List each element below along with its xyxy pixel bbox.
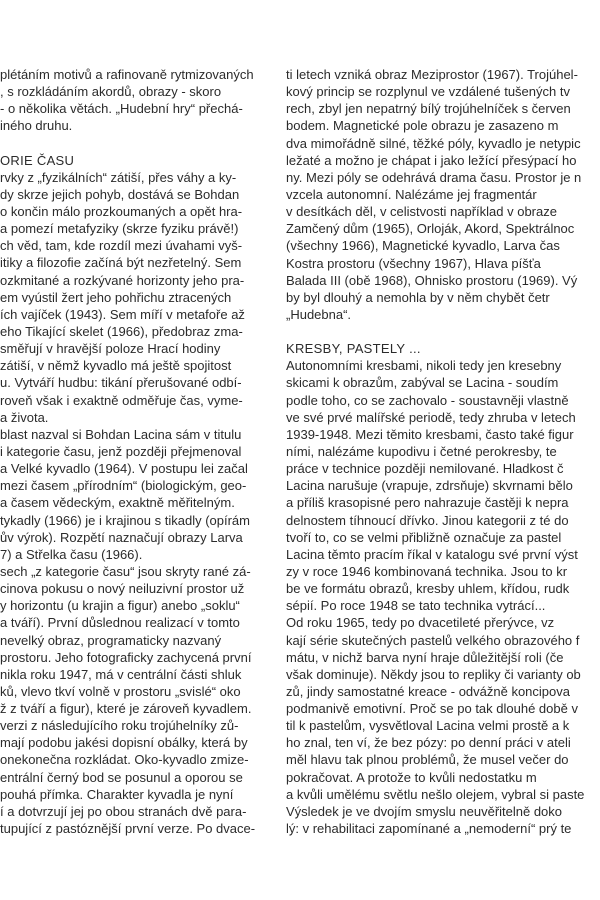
text-line: verzi z následujícího roku trojúhelníky zů- xyxy=(0,718,239,734)
text-line: směřují v hravější poloze Hrací hodiny xyxy=(0,341,221,357)
text-line: ti letech vzniká obraz Meziprostor (1967). Trojúhel- xyxy=(286,67,578,82)
section-heading: ORIE ČASU xyxy=(0,152,75,168)
text-line: entrální černý bod se posunul a oporou se xyxy=(0,769,243,785)
text-line: tykadly (1966) je i krajinou s tikadly (opírám xyxy=(0,512,250,528)
text-line: 1939-1948. Mezi těmito kresbami, často také figur xyxy=(286,426,574,442)
text-line: bodem. Magnetické pole obrazu je zasazeno m xyxy=(286,118,559,134)
text-line: zátiší, v němž kyvadlo má ještě spojitost xyxy=(0,358,232,374)
text-line: mají podobu jakési dopisní obálky, která by xyxy=(0,735,248,751)
text-line: měl hlavu tak plnou problémů, že musel večer do xyxy=(286,752,569,768)
text-line: í a dotvrzují jej po obou stranách dvě para- xyxy=(0,803,247,819)
text-line: i kategorie času, jenž později přejmenoval xyxy=(0,443,242,459)
text-line: dva mimořádně silné, těžké póly, kyvadlo je netypic xyxy=(286,135,581,151)
text-line: a Velké kyvadlo (1964). V postupu lei začal xyxy=(0,461,248,477)
text-line: pouhá přímka. Charakter kyvadla je nyní xyxy=(0,786,234,802)
text-line: ž z tváří a figur), které je zároveň kyvadlem. xyxy=(0,701,252,717)
text-line: ch věd, tam, kde rozdíl mezi úvahami vyš- xyxy=(0,238,243,254)
text-line: a života. xyxy=(0,409,49,425)
text-line: roveň však i exaktně odměřuje čas, vyme- xyxy=(0,392,243,408)
text-line: pokračovat. A protože to kvůli nedostatku m xyxy=(286,769,537,785)
text-line: eho Tikající skelet (1966), předobraz zma- xyxy=(0,323,243,339)
text-line: ozkmitané a rozkývané horizonty jeho pra- xyxy=(0,272,245,288)
text-line: 7) a Střelka času (1966). xyxy=(0,546,143,562)
text-line: sépií. Po roce 1948 se tato technika vytrácí... xyxy=(286,598,546,614)
text-line: ležaté a možno je chápat i jako ležící přesýpací ho xyxy=(286,152,577,168)
text-line: (všechny 1966), Magnetické kyvadlo, Larva čas xyxy=(286,238,560,254)
text-line: Od roku 1965, tedy po dvacetileté přerývce, vz xyxy=(286,615,555,631)
text-line: kový princip se rozplynul ve vzdálené tušených tv xyxy=(286,84,570,100)
text-line: tvoří to, co se velmi přibližně označuje za pastel xyxy=(286,529,562,545)
text-line: Lacina těmto pracím říkal v katalogu své první výst xyxy=(286,546,578,562)
left-text-column xyxy=(0,66,266,837)
text-line: mezi časem „přírodním“ (biologickým, geo- xyxy=(0,478,247,494)
text-line: Zamčený dům (1965), Orloják, Akord, Spektrálnoc xyxy=(286,221,575,237)
text-line: a kvůli umělému světlu nešlo olejem, vybral si paste xyxy=(286,786,585,802)
text-line: a pomezí metafyziky (skrze fyziku právě!) xyxy=(0,221,239,237)
text-line: be ve formátu obrazů, kresby uhlem, křídou, rudk xyxy=(286,581,570,597)
section-heading: KRESBY, PASTELY ... xyxy=(286,341,421,357)
text-line: u. Vytváří hudbu: tikání přerušované odbí- xyxy=(0,375,242,391)
text-line: Lacina narušuje (vrapuje, zdrsňuje) skvrnami bělo xyxy=(286,478,573,494)
text-line: nevelký obraz, programaticky nazvaný xyxy=(0,632,222,648)
text-line: rech, zbyl jen nepatrný bílý trojúhelníček s červen xyxy=(286,101,571,117)
text-line: zů, jindy samostatné kreace - odvážně koncipova xyxy=(286,683,570,699)
text-line: blast nazval si Bohdan Lacina sám v titulu xyxy=(0,426,242,442)
text-line: cinova pokusu o nový neiluzivní prostor už xyxy=(0,581,245,597)
text-line: skicami k obrazům, zabýval se Lacina - soudím xyxy=(286,375,559,391)
text-line: tupující z pastóznější první verze. Po dvace- xyxy=(0,821,256,837)
text-line: vzcela autonomní. Nalézáme jej fragmentár xyxy=(286,186,537,202)
text-line: prostoru. Jeho fotograficky zachycená první xyxy=(0,649,252,665)
text-line: a příliš krasopisné pero nahrazuje častěji k nepra xyxy=(286,495,569,511)
text-line: itiky a filozofie začíná být nezřetelný. Sem xyxy=(0,255,242,271)
text-line: lý: v rehabilitaci zapomínané a „nemoderní“ prý te xyxy=(286,821,572,837)
text-line: však dominuje). Někdy jsou to repliky či varianty ob xyxy=(286,666,581,682)
text-line: a tváří). První důslednou realizací v tomto xyxy=(0,615,240,631)
text-line: iného druhu. xyxy=(0,118,73,134)
text-line: ve své prvé malířské periodě, tedy zhruba v letech xyxy=(286,409,576,425)
text-line: Balada III (obě 1968), Ohnisko prostoru (1969). Vý xyxy=(286,272,578,288)
text-line: a časem vědeckým, exaktně měřitelným. xyxy=(0,495,235,511)
text-line: - o několika větách. „Hudební hry“ přechá- xyxy=(0,101,243,117)
text-line: podle toho, co se zachovalo - soustavněji vlastně xyxy=(286,392,569,408)
text-line: Autonomními kresbami, nikoli tedy jen kresebny xyxy=(286,358,562,374)
text-line: ními, nalézáme kupodivu i četné perokresby, te xyxy=(286,443,557,459)
text-line: em vyústil žert jeho pohřichu ztracených xyxy=(0,289,232,305)
right-text-column xyxy=(286,66,600,837)
text-line: by byl dlouhý a nemohla by v něm chybět četr xyxy=(286,289,550,305)
text-line: ků, vlevo tkví volně v prostoru „svislé“ oko xyxy=(0,683,241,699)
text-line: onekonečna rozkládat. Oko-kyvadlo zmize- xyxy=(0,752,249,768)
text-line: „Hudebna“. xyxy=(286,306,352,322)
text-line: práce v technice později nemilované. Hladkost č xyxy=(286,461,564,477)
text-line: zy v roce 1946 kombinovaná technika. Jsou to kr xyxy=(286,563,568,579)
text-line: plétáním motivů a rafinovaně rytmizovaných xyxy=(0,67,254,82)
text-line: rvky z „fyzikálních“ zátiší, přes váhy a ky- xyxy=(0,169,237,185)
text-line: kají série skutečných pastelů velkého obrazového f xyxy=(286,632,580,648)
text-line: ny. Mezi póly se odehrává drama času. Prostor je n xyxy=(286,169,582,185)
text-line: o končin málo prozkoumaných a opět hra- xyxy=(0,203,243,219)
text-line: Kostra prostoru (všechny 1967), Hlava píšťa xyxy=(286,255,541,271)
text-line: y horizontu (u krajin a figur) anebo „soklu“ xyxy=(0,598,240,614)
text-line: nikla roku 1947, má v centrální části shluk xyxy=(0,666,242,682)
text-line: ích vajíček (1943). Sem míří v metafoře až xyxy=(0,306,245,322)
text-line: v desítkách děl, v celistvosti například v obraze xyxy=(286,204,557,220)
text-line: ův výrok). Rozpětí naznačují obrazy Larva xyxy=(0,529,243,545)
text-line: dy skrze jejich pohyb, dostává se Bohdan xyxy=(0,186,240,202)
text-line: sech „z kategorie času“ jsou skryty rané zá- xyxy=(0,563,251,579)
text-line: Výsledek je ve dvojím smyslu neuvěřitelně doko xyxy=(286,803,563,819)
text-line: til k pastelům, vysvětloval Lacina velmi prostě a k xyxy=(286,718,570,734)
text-line: ho znal, ten ví, že bez pózy: po denní práci v ateli xyxy=(286,735,571,751)
text-line: delnostem tíhnoucí dřívko. Jinou kategorii z té do xyxy=(286,512,569,528)
text-line: mátu, v nichž barva nyní hraje důležitější roli (če xyxy=(286,649,564,665)
text-line: podmanivě emotivní. Proč se po tak dlouhé době v xyxy=(286,701,578,717)
text-line: , s rozkládáním akordů, obrazy - skoro xyxy=(0,84,222,100)
